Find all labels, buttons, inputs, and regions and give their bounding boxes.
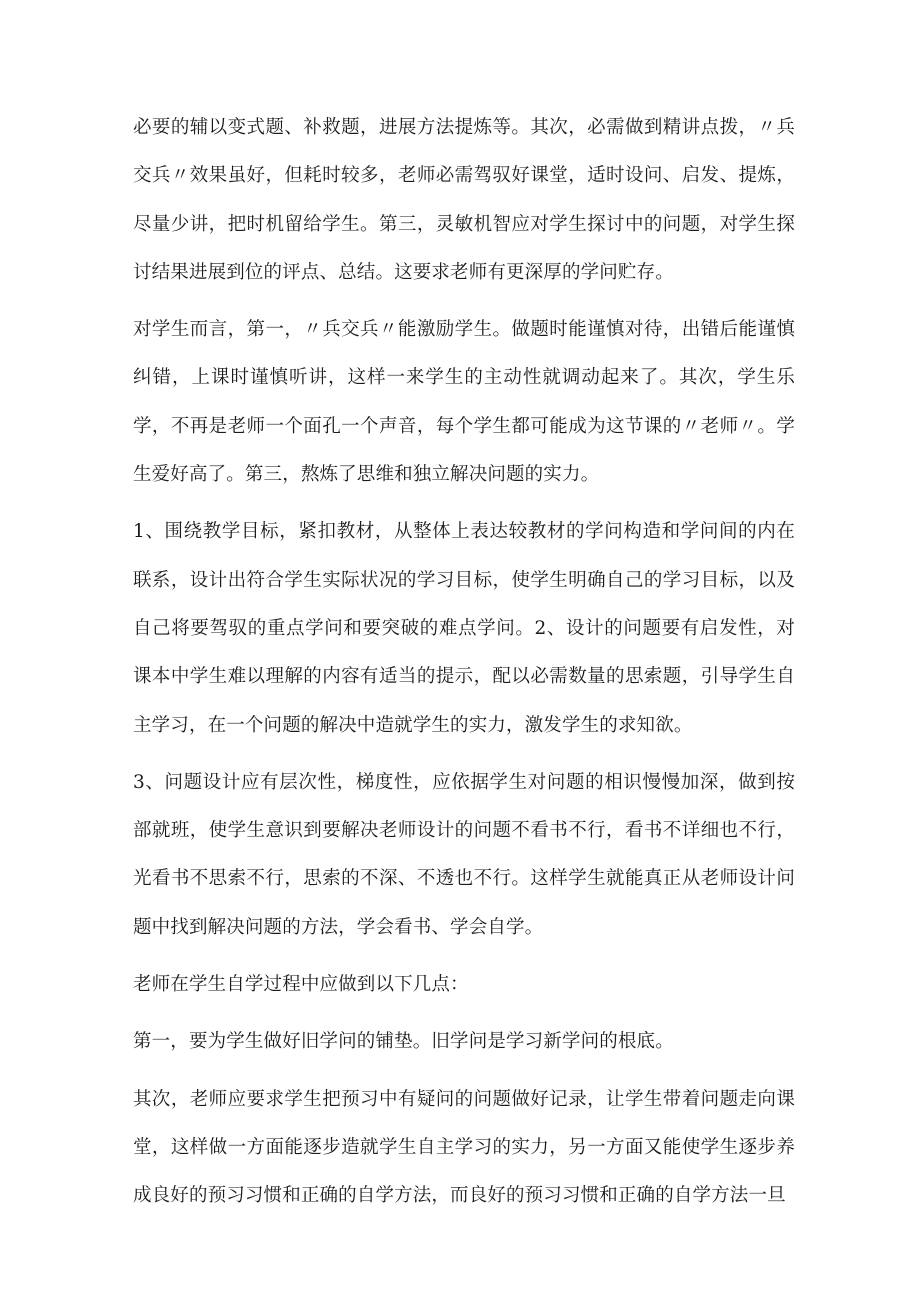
paragraph-teacher-methods: 必要的辅以变式题、补救题，进展方法提炼等。其次，必需做到精讲点拨，〃兵交兵〃效果虽好，但耗时较多，老师必需驾驭好课堂，适时设问、启发、提炼，尽量少讲，把时机留给学生。第三，灵敏机智应对学生探讨中的问题，对学生探讨结果进展到位的评点、总结。这要求老师有更深厚的学问贮存。 <box>133 117 795 283</box>
paragraph-design-points-1-2: 1、围绕教学目标，紧扣教材，从整体上表达较教材的学问构造和学问间的内在联系，设计出符合学生实际状况的学习目标，使学生明确自己的学习目标，以及自己将要驾驭的重点学问和要突破的难点学问。2、设计的问题要有启发性，对课本中学生难以理解的内容有适当的提示，配以必需数量的思索题，引导学生自主学习，在一个问题的解决中造就学生的实力，激发学生的求知欲。 <box>133 521 795 736</box>
paragraph-self-study-intro: 老师在学生自学过程中应做到以下几点： <box>133 974 469 996</box>
document-body <box>133 104 795 1221</box>
paragraph-student-benefits: 对学生而言，第一，〃兵交兵〃能激励学生。做题时能谨慎对待，出错后能谨慎纠错，上课时谨慎听讲，这样一来学生的主动性就调动起来了。其次，学生乐学，不再是老师一个面孔一个声音，每个学生都可能成为这节课的〃老师〃。学生爱好高了。第三，熬炼了思维和独立解决问题的实力。 <box>133 319 795 486</box>
paragraph-design-point-3: 3、问题设计应有层次性，梯度性，应依据学生对问题的相识慢慢加深，做到按部就班，使学生意识到要解决老师设计的问题不看书不行，看书不详细也不行，光看书不思索不行，思索的不深、不透也不行。这样学生就能真正从老师设计问题中找到解决问题的方法，学会看书、学会自学。 <box>133 771 795 938</box>
paragraph-second-point: 其次，老师应要求学生把预习中有疑问的问题做好记录，让学生带着问题走向课堂，这样做一方面能逐步造就学生自主学习的实力，另一方面又能使学生逐步养成良好的预习习惯和正确的自学方法，而良好的预习习惯和正确的自学方法一旦 <box>133 1088 795 1207</box>
paragraph-first-point: 第一，要为学生做好旧学问的铺垫。旧学问是学习新学问的根底。 <box>133 1031 674 1053</box>
